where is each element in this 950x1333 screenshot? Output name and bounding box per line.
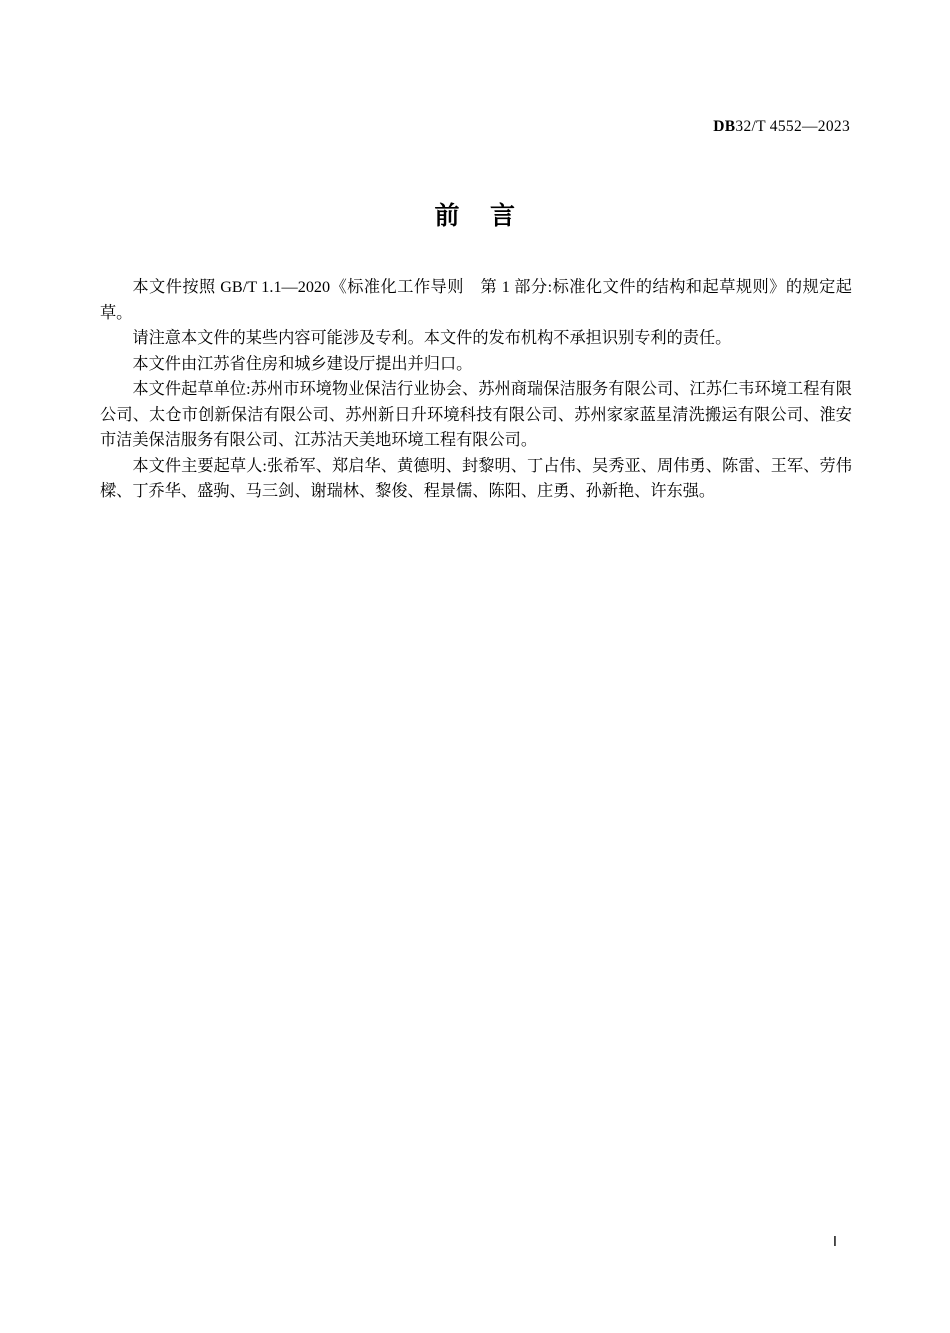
standard-code-suffix: 32/T 4552—2023 [735,118,850,135]
title-first-char: 前 [434,201,460,230]
paragraph: 请注意本文件的某些内容可能涉及专利。本文件的发布机构不承担识别专利的责任。 [132,329,732,347]
title-second-char: 言 [490,201,516,230]
page-title [0,196,950,232]
page-number: Ⅰ [832,1235,837,1250]
standard-code-prefix: DB [713,118,736,135]
paragraph: 本文件按照 GB/T 1.1—2020《标准化工作导则 第 1 部分:标准化文件的结构和起草规则》的规定起草。 [100,278,852,322]
paragraph: 本文件主要起草人:张希军、郑启华、黄德明、封黎明、丁占伟、吴秀亚、周伟勇、陈雷、王军、劳伟樑、丁乔华、盛驹、马三剑、谢瑞林、黎俊、程景儒、陈阳、庄勇、孙新艳、许东强。 [100,456,852,500]
page-header-standard-code [713,118,850,136]
foreword-body [100,275,852,505]
paragraph: 本文件起草单位:苏州市环境物业保洁行业协会、苏州商瑞保洁服务有限公司、江苏仁韦环境工程有限公司、太仓市创新保洁有限公司、苏州新日升环境科技有限公司、苏州家家蓝星清洗搬运有限公司、淮安市洁美保洁服务有限公司、江苏沽天美地环境工程有限公司。 [100,380,852,449]
paragraph: 本文件由江苏省住房和城乡建设厅提出并归口。 [132,354,473,373]
